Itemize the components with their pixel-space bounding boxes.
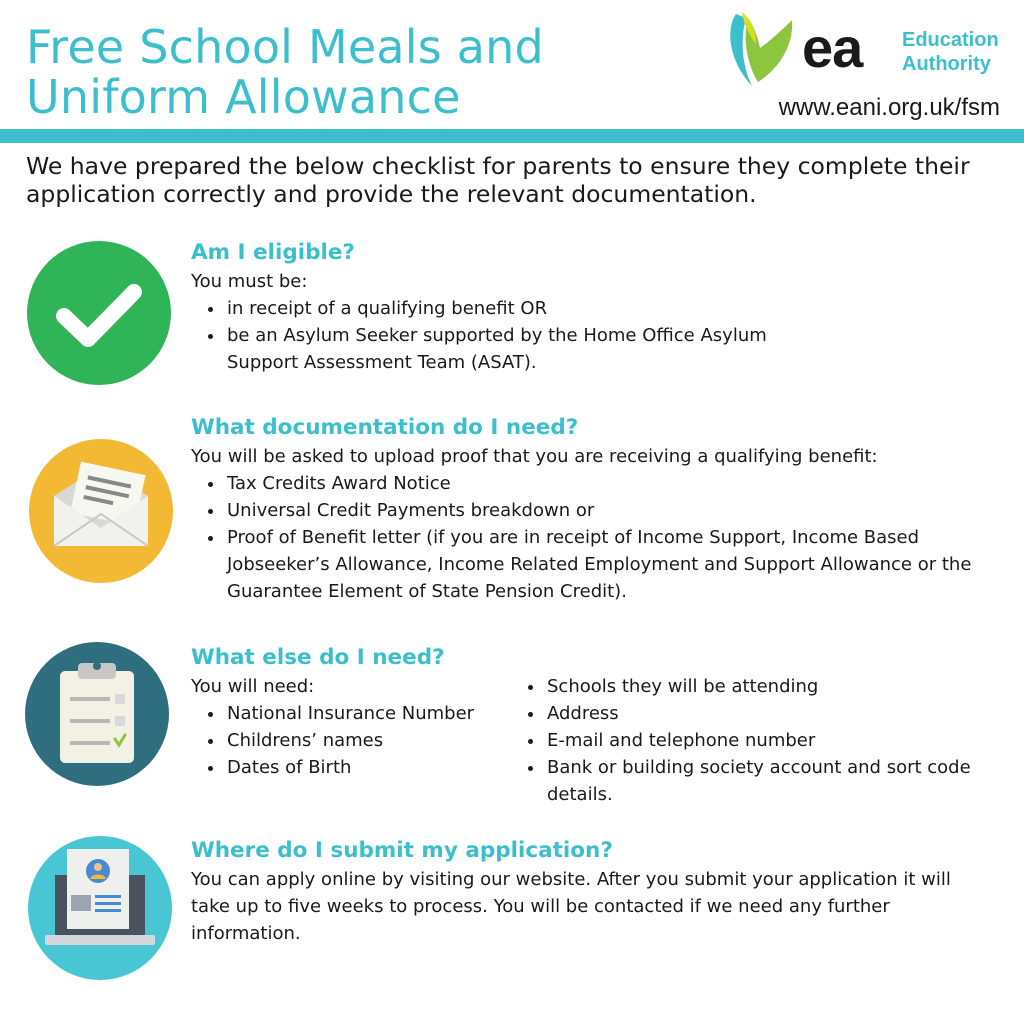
intro-text: We have prepared the below checklist for parents to ensure they complete their application correctly and provide the relevant documentation. [26,152,970,208]
list-item: • Address [545,700,1011,727]
documentation-list [191,470,985,605]
eligible-list [191,295,785,376]
title-line-2: Uniform Allowance [26,70,461,124]
logo-line-2: Authority [902,53,991,75]
list-item: • be an Asylum Seeker supported by the Home Office Asylum Support Assessment Team (ASAT). [225,322,785,376]
ea-logo [722,8,1012,88]
list-item: • Dates of Birth [225,754,521,781]
laptop-profile-icon [27,835,173,981]
title-line-1: Free School Meals and [26,20,544,74]
section-eligible [191,238,981,376]
eligible-heading: Am I eligible? [191,240,355,265]
what-else-columns [191,673,1011,803]
what-else-left-list [191,700,521,781]
list-item: • Childrens’ names [225,727,521,754]
website-url[interactable]: www.eani.org.uk/fsm [778,94,1000,121]
header-divider [0,129,1024,143]
list-item: • Tax Credits Award Notice [225,470,985,497]
list-item: • E-mail and telephone number [545,727,1011,754]
list-item: • National Insurance Number [225,700,521,727]
documentation-heading: What documentation do I need? [191,415,579,440]
envelope-icon [28,438,174,584]
what-else-left-column [191,673,521,781]
submit-body: You can apply online by visiting our website. After you submit your application it will take up to five weeks to process. You will be contacted if we need any further information. [191,869,951,944]
submit-heading: Where do I submit my application? [191,838,613,863]
ea-logo-mark-icon [722,8,802,88]
section-what-else [191,643,1011,803]
logo-org-name [902,28,999,76]
page-title [26,22,544,122]
what-else-lead: You will need: [191,676,315,697]
section-documentation [191,413,991,605]
checkmark-icon [26,240,172,386]
list-item: • in receipt of a qualifying benefit OR [225,295,785,322]
list-item: • Bank or building society account and sort code details. [545,754,1011,808]
what-else-right-column [511,673,1011,808]
logo-ea-wordmark: ea [802,16,863,79]
what-else-right-list [511,673,1011,808]
clipboard-icon [24,641,170,787]
list-item: • Schools they will be attending [545,673,1011,700]
list-item: • Proof of Benefit letter (if you are in receipt of Income Support, Income Based Jobseeker’s Allowance, Income Related Employment and Support Allowance or the Guarantee Element of State Pension Credit). [225,524,985,605]
section-submit [191,836,961,947]
logo-line-1: Education [902,29,999,51]
eligible-lead: You must be: [191,271,308,292]
list-item: • Universal Credit Payments breakdown or [225,497,985,524]
documentation-lead: You will be asked to upload proof that you are receiving a qualifying benefit: [191,446,878,467]
what-else-heading: What else do I need? [191,645,445,670]
